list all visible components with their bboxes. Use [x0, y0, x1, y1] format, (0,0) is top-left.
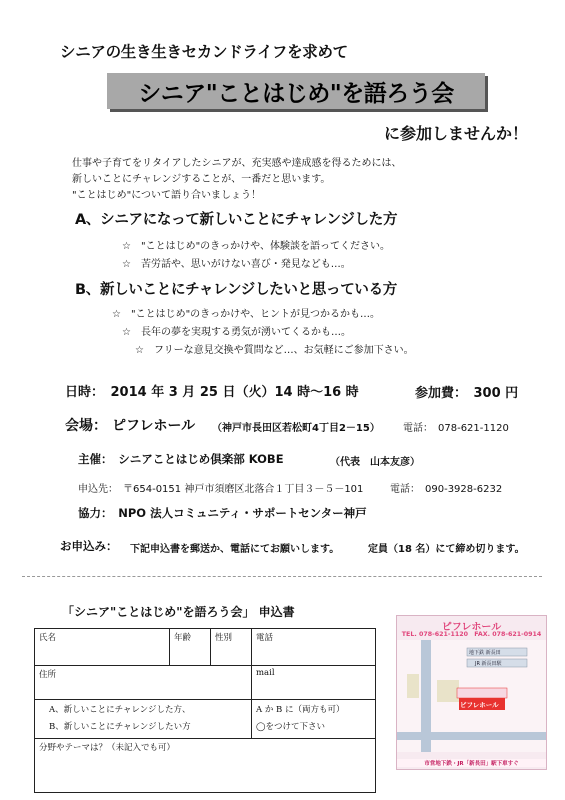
- circle-note: ◯をつけて下さい: [256, 722, 326, 732]
- event-date: 日時： 2014 年 3 月 25 日（火）14 時～16 時: [65, 385, 359, 400]
- name-field[interactable]: [35, 629, 170, 666]
- age-field[interactable]: [170, 629, 211, 666]
- intro-line-2: 新しいことにチャレンジすることが、一番だと思います。: [72, 174, 331, 185]
- national-road: [397, 732, 546, 740]
- address-label: 住所: [39, 670, 57, 680]
- venue-address: （神戸市長田区若松町4丁目2－15）: [212, 423, 380, 434]
- map-footer: 市営地下鉄・JR「新長田」駅下車すぐ: [397, 759, 546, 767]
- hall-label: ピフレホール: [460, 701, 499, 709]
- topic-label: 分野やテーマは？（未記入でも可）: [39, 743, 176, 753]
- sex-field[interactable]: [211, 629, 252, 666]
- age-label: 年齢: [174, 633, 192, 643]
- form-title: 「シニア"ことはじめ"を語ろう会」 申込書: [62, 605, 295, 619]
- section-b-item: ☆ 長年の夢を実現する勇気が湧いてくるかも…。: [122, 327, 351, 338]
- representative: （代表 山本友彦）: [330, 457, 420, 468]
- section-a-item: ☆ 苦労話や、思いがけない喜び・発見なども…。: [122, 259, 351, 270]
- apply-tel: 電話： 090-3928-6232: [390, 484, 503, 495]
- map-title: ピフレホール: [441, 622, 502, 633]
- cooperation: 協力： NPO 法人コミュニティ・サポートセンター神戸: [78, 506, 367, 520]
- apply-method: 下記申込書を郵送か、電話にてお願いします。: [130, 544, 340, 555]
- section-b-item: ☆ "ことはじめ"のきっかけや、ヒントが見つかるかも…。: [112, 309, 380, 320]
- phone-label: 電話: [256, 633, 274, 643]
- hall-building: [457, 688, 507, 698]
- address-field[interactable]: [35, 666, 252, 700]
- map-drawing: [397, 640, 546, 752]
- apply-label: お申込み：: [60, 539, 118, 553]
- office-block: [407, 674, 419, 698]
- title-banner: [107, 73, 485, 109]
- mail-label: mail: [256, 668, 275, 678]
- sex-label: 性別: [215, 633, 233, 643]
- map-tel-fax: TEL. 078-621-1120 FAX. 078-621-0914: [401, 631, 542, 638]
- participant-type-field[interactable]: [35, 700, 252, 739]
- venue-map: [396, 615, 547, 770]
- option-b: B、新しいことにチャレンジしたい方: [49, 722, 191, 732]
- event-fee: 参加費： 300 円: [415, 386, 519, 401]
- plaza-block: [437, 680, 459, 702]
- section-a-heading: A、シニアになって新しいことにチャレンジした方: [75, 212, 398, 228]
- venue-label: 会場：: [65, 418, 107, 434]
- section-b-item: ☆ フリーな意見交換や質問など…、お気軽にご参加下さい。: [135, 345, 414, 356]
- option-a: A、新しいことにチャレンジした方、: [49, 705, 191, 715]
- phone-field[interactable]: [252, 629, 376, 666]
- choice-note: A か B に（両方も可）: [256, 705, 345, 715]
- intro-line-3: "ことはじめ"について語り合いましょう！: [72, 190, 261, 201]
- capacity-note: 定員（18 名）にて締め切ります。: [368, 544, 525, 555]
- topic-field[interactable]: [35, 739, 376, 793]
- choice-note-cell: [252, 700, 376, 739]
- subway-label: 地下鉄 新長田: [469, 650, 501, 656]
- name-label: 氏名: [39, 633, 57, 643]
- section-b-heading: B、新しいことにチャレンジしたいと思っている方: [75, 282, 397, 298]
- event-title: シニア"ことはじめ"を語ろう会: [138, 81, 454, 107]
- intro-line-1: 仕事や子育てをリタイアしたシニアが、充実感や達成感を得るためには、: [72, 158, 402, 169]
- subtitle: シニアの生き生きセカンドライフを求めて: [60, 43, 348, 61]
- cut-line: [22, 576, 542, 577]
- invite-text: に参加しませんか！: [384, 124, 529, 143]
- venue-tel: 電話： 078-621-1120: [403, 423, 509, 434]
- mail-field[interactable]: [252, 666, 376, 700]
- application-form: [34, 628, 376, 793]
- apply-address: 申込先： 〒654-0151 神戸市須磨区北落合１丁目３－５－101: [78, 484, 364, 495]
- section-a-item: ☆ "ことはじめ"のきっかけや、体験談を語ってください。: [122, 241, 390, 252]
- organizer: 主催： シニアことはじめ倶楽部 KOBE: [78, 452, 284, 466]
- jr-label: JR 新長田駅: [475, 661, 502, 667]
- venue-name: ピフレホール: [112, 418, 196, 434]
